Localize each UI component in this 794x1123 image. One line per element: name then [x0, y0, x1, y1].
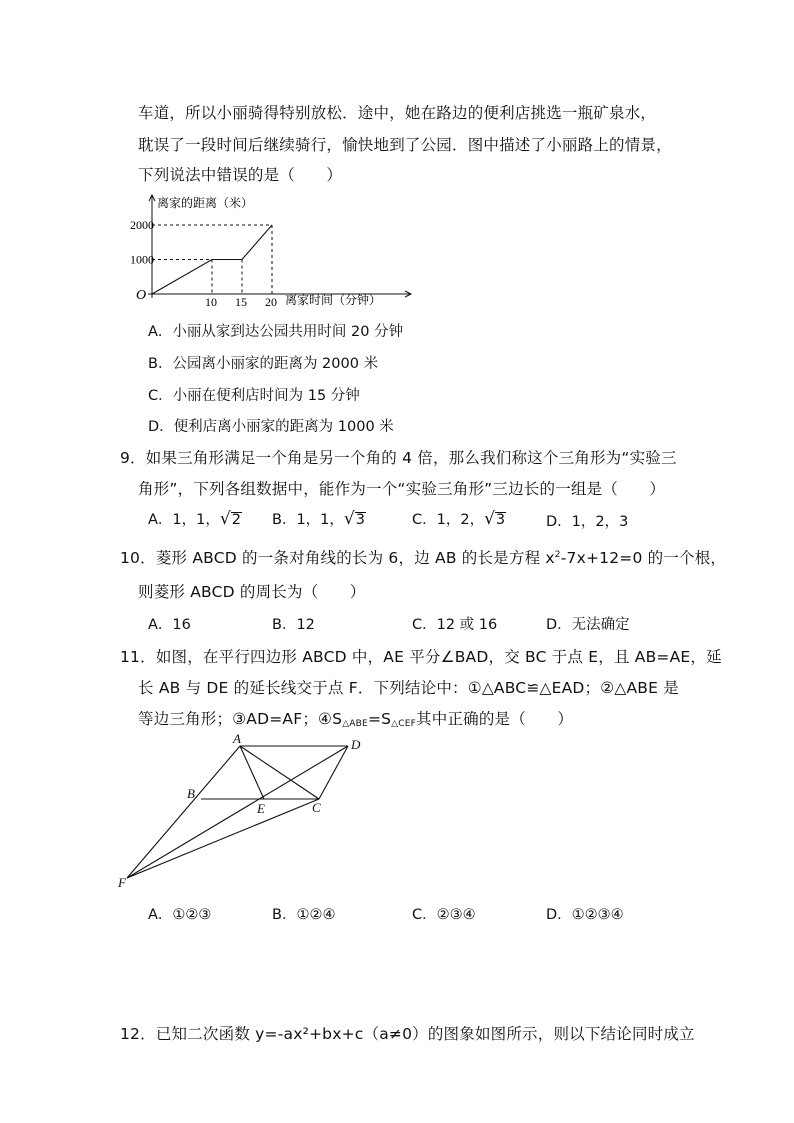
q11-line-3 — [138, 707, 573, 729]
q10-line-2: 则菱形 ABCD 的周长为（ ） — [138, 583, 366, 601]
sqrt-symbol: √ — [343, 509, 355, 529]
q8-option-c: C．小丽在便利店时间为 15 分钟 — [148, 388, 360, 404]
point-label-b: B — [187, 786, 195, 801]
segment-fa — [127, 746, 240, 878]
chart-y-tick-label: 2000 — [130, 218, 154, 232]
point-label-f: F — [118, 875, 126, 890]
q9-option-a-text: A．1，1， — [148, 512, 220, 528]
point-label-e: E — [257, 801, 265, 816]
q9-option-c-radicand: 3 — [495, 512, 506, 528]
q8-line-2: 耽误了一段时间后继续骑行，愉快地到了公园．图中描述了小丽路上的情景， — [138, 136, 672, 154]
q10-exponent: 2 — [554, 550, 561, 560]
point-label-d: D — [351, 737, 361, 752]
chart-y-tick-label: 1000 — [130, 252, 154, 267]
q11-option-d: D．①②③④ — [546, 907, 624, 923]
chart-x-tick-label: 15 — [235, 295, 247, 309]
q10-option-c: C．12 或 16 — [412, 617, 498, 633]
q8-option-a: A．小丽从家到达公园共用时间 20 分钟 — [148, 324, 404, 340]
q9-option-c-text: C．1，2， — [412, 512, 485, 528]
q10-line-1-part-b: -7x+12=0 的一个根， — [560, 549, 727, 567]
q9-option-b-radicand: 3 — [355, 512, 365, 528]
q8-line-1: 车道，所以小丽骑得特别放松．途中，她在路边的便利店挑选一瓶矿泉水， — [138, 104, 657, 122]
segment-fc — [127, 799, 319, 878]
sqrt-symbol: √ — [484, 509, 495, 529]
q10-option-a: A．16 — [148, 617, 191, 633]
q9-option-a-radicand: 2 — [231, 512, 241, 528]
q10-line-1 — [120, 546, 726, 568]
q11-subscript-abe: △ABE — [342, 719, 368, 729]
q11-option-c: C．②③④ — [412, 907, 476, 923]
q8-option-d: D．便利店离小丽家的距离为 1000 米 — [148, 419, 394, 435]
segment-dc — [319, 746, 348, 799]
chart-origin-label: O — [136, 288, 147, 303]
q9-option-d: D．1，2，3 — [546, 514, 629, 530]
q11-option-a: A．①②③ — [148, 907, 212, 923]
q9-line-2: 角形”，下列各组数据中，能作为一个“实验三角形”三边长的一组是（ ） — [138, 480, 666, 498]
chart-x-label: 离家时间（分钟） — [285, 293, 382, 307]
q9-line-1: 9．如果三角形满足一个角是另一个角的 4 倍，那么我们称这个三角形为“实验三 — [120, 449, 677, 467]
q9-option-b — [272, 508, 366, 529]
chart-y-label: 离家的距离（米） — [157, 196, 254, 210]
q11-line-3-part-a: 等边三角形；③AD=AF；④S — [138, 710, 343, 728]
q9-option-c — [412, 508, 506, 529]
q9-option-a — [148, 508, 242, 529]
q10-option-d: D．无法确定 — [546, 617, 630, 633]
q8-option-b: B．公园离小丽家的距离为 2000 米 — [148, 356, 379, 372]
q10-option-b: B．12 — [272, 617, 315, 633]
q11-option-b: B．①②④ — [272, 907, 336, 923]
q12-line-1: 12．已知二次函数 y=-ax²+bx+c（a≠0）的图象如图所示，则以下结论同时成立 — [120, 1025, 695, 1043]
q11-line-2: 长 AB 与 DE 的延长线交于点 F．下列结论中：①△ABC≌△EAD；②△ABE 是 — [138, 679, 679, 697]
q10-line-1-part-a: 10．菱形 ABCD 的一条对角线的长为 6，边 AB 的长是方程 x — [120, 549, 555, 567]
q11-subscript-cef: △CEF — [391, 719, 417, 729]
q11-line-1: 11．如图，在平行四边形 ABCD 中，AE 平分∠BAD，交 BC 于点 E，且 AB=AE，延 — [120, 648, 722, 666]
q8-distance-time-chart — [130, 192, 420, 310]
q11-parallelogram-figure — [115, 732, 375, 892]
chart-x-tick-label: 20 — [265, 295, 277, 309]
q9-option-b-text: B．1，1， — [272, 512, 344, 528]
q11-line-3-part-c: 其中正确的是（ ） — [416, 710, 574, 728]
point-label-c: C — [312, 800, 321, 815]
point-label-a: A — [233, 732, 241, 746]
q11-line-3-part-b: =S — [367, 710, 392, 728]
chart-x-tick-label: 10 — [205, 295, 217, 309]
sqrt-symbol: √ — [219, 509, 231, 529]
q8-line-3: 下列说法中错误的是（ ） — [138, 166, 343, 184]
